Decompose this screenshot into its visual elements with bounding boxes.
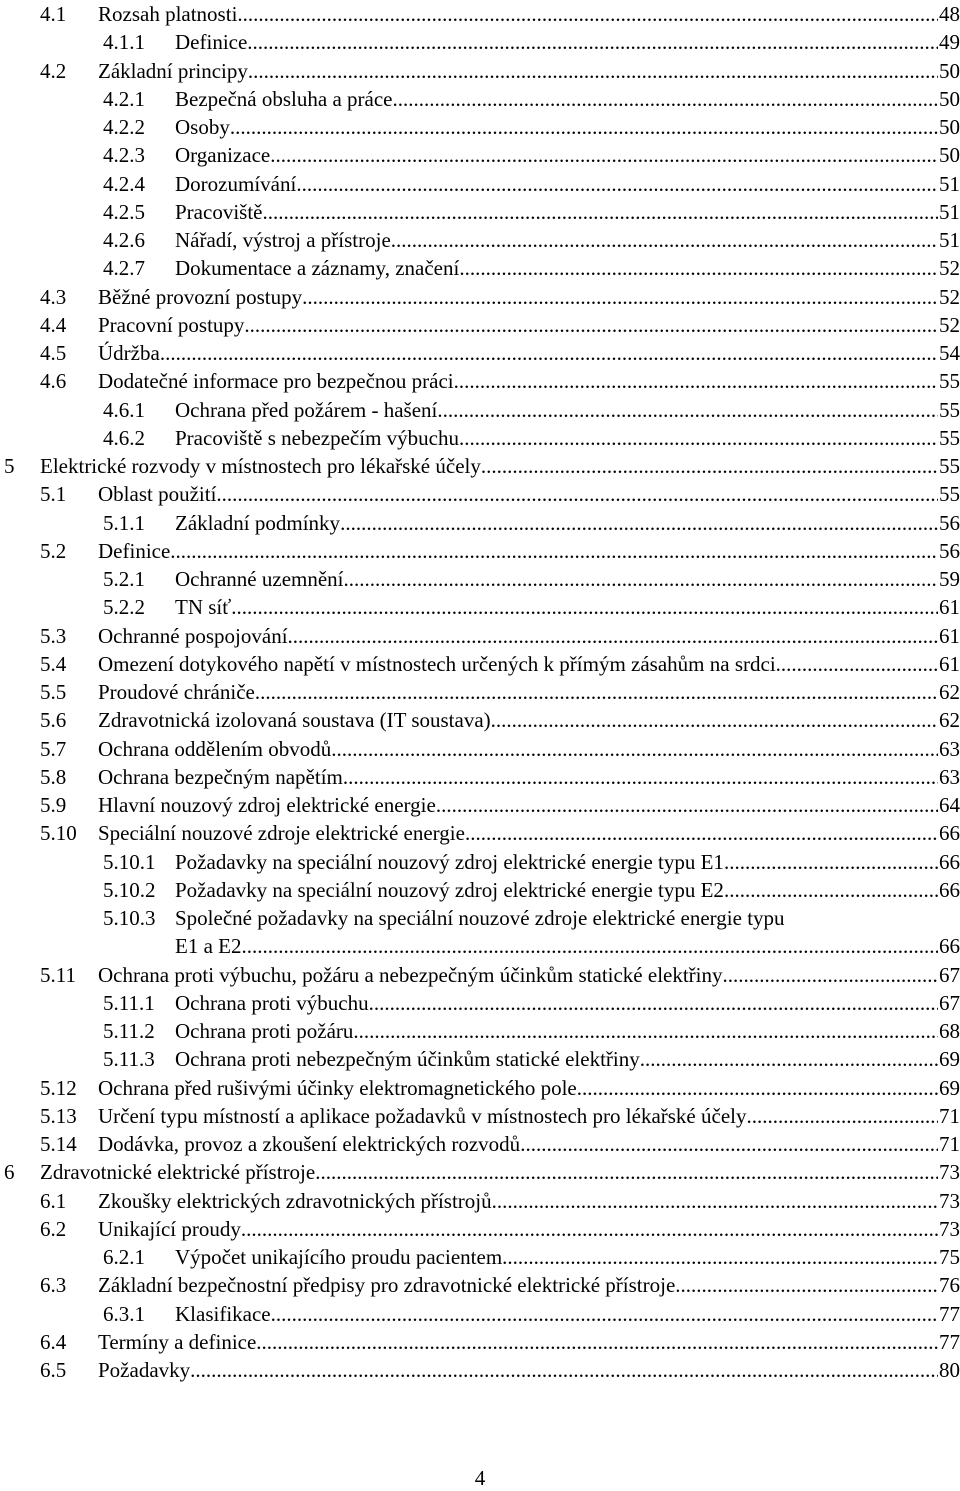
- toc-entry-page: 80: [939, 1358, 960, 1383]
- toc-entry-title: Nářadí, výstroj a přístroje: [175, 228, 391, 252]
- toc-entry-line: [98, 57, 960, 85]
- toc-entry[interactable]: [0, 961, 960, 989]
- toc-entry-line: [175, 1300, 960, 1328]
- page-number: 4: [474, 1466, 486, 1490]
- toc-entry-title: Ochranné uzemnění: [175, 567, 344, 591]
- toc-dot-leader: [392, 85, 938, 113]
- toc-entry-line: [98, 480, 960, 508]
- toc-entry-page: 55: [939, 454, 960, 478]
- toc-entry-title: Ochrana oddělením obvodů: [98, 736, 332, 761]
- toc-dot-leader: [270, 141, 938, 169]
- toc-entry-line: [98, 537, 960, 565]
- toc-entry-number: 4.2.2: [103, 115, 145, 139]
- toc-dot-leader: [255, 678, 938, 706]
- toc-entry-number: 5.7: [40, 736, 67, 761]
- toc-entry-title: Základní principy: [98, 58, 248, 83]
- toc-entry[interactable]: [0, 198, 960, 226]
- toc-entry[interactable]: [0, 565, 960, 593]
- toc-dot-leader: [724, 848, 938, 876]
- toc-entry-title: Ochranné pospojování: [98, 623, 288, 648]
- toc-entry[interactable]: [0, 339, 960, 367]
- toc-entry-page: 73: [939, 1216, 960, 1241]
- toc-entry-line: [98, 1130, 960, 1158]
- toc-entry[interactable]: [0, 622, 960, 650]
- toc-entry-line: [175, 848, 960, 876]
- toc-entry-page: 50: [939, 86, 960, 111]
- toc-entry-title: Základní bezpečnostní předpisy pro zdravotnické elektrické přístroje: [98, 1273, 676, 1298]
- toc-entry-line: [175, 170, 960, 198]
- toc-entry-page: 52: [939, 256, 960, 281]
- toc-entry-title: Definice: [175, 30, 248, 55]
- toc-dot-leader: [436, 791, 938, 819]
- toc-entry[interactable]: [0, 904, 960, 961]
- toc-entry[interactable]: [0, 141, 960, 169]
- toc-entry-page: 55: [939, 397, 960, 422]
- toc-entry-title: Ochrana před rušivými účinky elektromagnetického pole: [98, 1075, 577, 1100]
- toc-entry-line: [98, 650, 960, 678]
- toc-entry-page: 66: [939, 934, 960, 959]
- toc-entry[interactable]: [0, 989, 960, 1017]
- toc-entry-line: [98, 961, 960, 989]
- toc-dot-leader: [343, 763, 938, 791]
- toc-entry-number: 5.9: [40, 793, 67, 817]
- toc-dot-leader: [241, 932, 938, 960]
- toc-entry-title: Speciální nouzové zdroje elektrické energie: [98, 821, 465, 846]
- toc-entry[interactable]: [0, 1130, 960, 1158]
- toc-entry-title: Výpočet unikajícího proudu pacientem: [175, 1245, 503, 1270]
- toc-dot-leader: [271, 1300, 938, 1328]
- toc-entry-line: [98, 311, 960, 339]
- toc-entry-number: 5.2.2: [103, 595, 145, 620]
- toc-entry-page: 66: [939, 849, 960, 874]
- toc-entry-page: 69: [939, 1075, 960, 1100]
- toc-entry-number: 5.11.2: [103, 1019, 155, 1044]
- toc-dot-leader: [247, 28, 938, 56]
- toc-entry-title: Hlavní nouzový zdroj elektrické energie: [98, 793, 436, 817]
- toc-entry-page: 51: [939, 171, 960, 196]
- toc-entry-page: 62: [939, 680, 960, 704]
- toc-entry-number: 4.2.3: [103, 143, 145, 168]
- toc-entry[interactable]: [0, 876, 960, 904]
- toc-entry[interactable]: [0, 763, 960, 791]
- toc-entry-number: 5.12: [40, 1075, 77, 1100]
- toc-entry-number: 5.11.1: [103, 990, 155, 1015]
- toc-entry-line: [175, 565, 960, 593]
- toc-dot-leader: [241, 1215, 938, 1243]
- toc-dot-leader: [262, 198, 938, 226]
- toc-entry[interactable]: [0, 1356, 960, 1384]
- toc-entry-title: Zdravotnická izolovaná soustava (IT soustava): [98, 708, 491, 733]
- toc-dot-leader: [369, 989, 938, 1017]
- toc-entry-line: [98, 819, 960, 847]
- toc-entry-title: Běžné provozní postupy: [98, 284, 303, 309]
- toc-dot-leader: [465, 819, 938, 847]
- toc-dot-leader: [248, 57, 938, 85]
- toc-dot-leader: [230, 113, 938, 141]
- toc-entry-title: Požadavky na speciální nouzový zdroj elektrické energie typu E2: [175, 877, 724, 902]
- toc-entry-line: [98, 622, 960, 650]
- toc-entry-number: 5.10.1: [103, 849, 156, 874]
- toc-entry-title: Dorozumívání: [175, 171, 297, 196]
- toc-entry-number: 6.3.1: [103, 1301, 145, 1326]
- toc-entry-title: TN síť: [175, 595, 232, 620]
- toc-entry-line: [98, 791, 960, 819]
- toc-dot-leader: [340, 509, 938, 537]
- toc-dot-leader: [481, 452, 938, 480]
- toc-entry-number: 5.1.1: [103, 510, 145, 535]
- toc-entry-number: 5.2: [40, 538, 67, 563]
- toc-entry-page: 62: [939, 708, 960, 733]
- toc-dot-leader: [491, 706, 938, 734]
- toc-entry-line: [175, 593, 960, 621]
- toc-entry-line: [175, 226, 960, 254]
- toc-entry-number: 6: [4, 1160, 15, 1185]
- toc-entry-line: [98, 1356, 960, 1384]
- toc-entry-page: 59: [939, 567, 960, 591]
- toc-dot-leader: [244, 311, 938, 339]
- toc-dot-leader: [746, 1102, 938, 1130]
- toc-entry-page: 54: [939, 341, 960, 365]
- toc-entry-page: 77: [939, 1301, 960, 1326]
- toc-entry-page: 55: [939, 482, 960, 507]
- toc-entry[interactable]: [0, 1271, 960, 1299]
- toc-entry-number: 4.1: [40, 2, 67, 26]
- toc-entry-title: Ochrana proti požáru: [175, 1019, 354, 1044]
- toc-entry-page: 69: [939, 1047, 960, 1072]
- toc-entry-number: 5.5: [40, 680, 67, 704]
- toc-entry[interactable]: [0, 452, 960, 480]
- toc-entry-page: 71: [939, 1132, 960, 1157]
- toc-entry-line: [98, 283, 960, 311]
- toc-dot-leader: [216, 480, 938, 508]
- toc-entry-title: Údržba: [98, 341, 160, 365]
- toc-entry-line: [175, 1017, 960, 1045]
- toc-entry-number: 5.11.3: [103, 1047, 155, 1072]
- toc-entry[interactable]: [0, 848, 960, 876]
- toc-entry-page: 66: [939, 877, 960, 902]
- toc-entry[interactable]: [0, 1017, 960, 1045]
- toc-dot-leader: [296, 170, 938, 198]
- toc-entry-line: [98, 339, 960, 367]
- toc-dot-leader: [675, 1271, 938, 1299]
- toc-entry[interactable]: [0, 424, 960, 452]
- toc-entry[interactable]: [0, 706, 960, 734]
- toc-entry-page: 61: [939, 623, 960, 648]
- toc-entry-title: Ochrana proti výbuchu: [175, 990, 369, 1015]
- toc-entry-page: 67: [939, 990, 960, 1015]
- toc-entry[interactable]: [0, 1328, 960, 1356]
- toc-entry[interactable]: [0, 650, 960, 678]
- toc-entry-number: 4.5: [40, 341, 67, 365]
- toc-entry-line: [98, 0, 960, 28]
- toc-entry-number: 5.10.2: [103, 877, 156, 902]
- toc-entry-page: 51: [939, 228, 960, 252]
- toc-entry-number: 5.8: [40, 764, 67, 789]
- toc-entry-number: 5.14: [40, 1132, 77, 1157]
- toc-entry-page: 68: [939, 1019, 960, 1044]
- toc-entry-title-continuation: E1 a E2: [175, 934, 242, 959]
- toc-entry[interactable]: [0, 311, 960, 339]
- toc-entry-title: Pracoviště: [175, 199, 263, 224]
- toc-entry-line: [175, 932, 960, 960]
- toc-entry-page: 48: [939, 2, 960, 26]
- toc-entry-number: 4.2.5: [103, 199, 145, 224]
- toc-dot-leader: [723, 961, 938, 989]
- toc-entry-page: 55: [939, 425, 960, 450]
- toc-entry[interactable]: [0, 1243, 960, 1271]
- toc-entry-line: [175, 876, 960, 904]
- toc-entry-title: Dodatečné informace pro bezpečnou práci: [98, 369, 454, 394]
- toc-entry-page: 63: [939, 764, 960, 789]
- toc-entry-line: [175, 989, 960, 1017]
- toc-entry-page: 71: [939, 1103, 960, 1128]
- toc-entry-title: Ochrana proti nebezpečným účinkům statické elektřiny: [175, 1047, 640, 1072]
- toc-entry-line: [175, 1243, 960, 1271]
- toc-entry-title: Společné požadavky na speciální nouzové zdroje elektrické energie typu: [175, 906, 785, 930]
- toc-dot-leader: [315, 1158, 938, 1186]
- toc-entry-page: 75: [939, 1245, 960, 1270]
- toc-entry[interactable]: [0, 1045, 960, 1073]
- toc-entry-page: 51: [939, 199, 960, 224]
- toc-entry-line: [98, 735, 960, 763]
- toc-entry[interactable]: [0, 1215, 960, 1243]
- toc-entry-page: 63: [939, 736, 960, 761]
- toc-entry-title: Proudové chrániče: [98, 680, 255, 704]
- toc-dot-leader: [288, 622, 938, 650]
- toc-entry-line: [175, 113, 960, 141]
- toc-entry[interactable]: [0, 85, 960, 113]
- toc-dot-leader: [391, 226, 938, 254]
- toc-entry-title: Dokumentace a záznamy, značení: [175, 256, 460, 281]
- toc-dot-leader: [640, 1045, 938, 1073]
- toc-entry-number: 4.1.1: [103, 30, 145, 55]
- toc-entry[interactable]: [0, 367, 960, 395]
- toc-entry-number: 5.2.1: [103, 567, 145, 591]
- toc-entry-title: Oblast použití: [98, 482, 217, 507]
- toc-entry-line: [98, 1102, 960, 1130]
- toc-entry-title: Dodávka, provoz a zkoušení elektrických rozvodů: [98, 1132, 521, 1157]
- toc-dot-leader: [577, 1074, 938, 1102]
- toc-entry-page: 73: [939, 1160, 960, 1185]
- toc-entry-number: 4.2.7: [103, 256, 145, 281]
- toc-entry[interactable]: [0, 1187, 960, 1215]
- toc-entry-number: 6.5: [40, 1358, 67, 1383]
- toc-entry-line: [98, 1187, 960, 1215]
- toc-entry-page: 66: [939, 821, 960, 846]
- toc-dot-leader: [331, 735, 938, 763]
- toc-entry-number: 4.4: [40, 312, 67, 337]
- toc-entry-page: 56: [939, 538, 960, 563]
- toc-entry-title: Termíny a definice: [98, 1329, 257, 1354]
- toc-entry-page: 76: [939, 1273, 960, 1298]
- toc-dot-leader: [776, 650, 938, 678]
- toc-dot-leader: [344, 565, 938, 593]
- toc-entry-page: 55: [939, 369, 960, 394]
- toc-entry-page: 52: [939, 284, 960, 309]
- toc-entry[interactable]: [0, 593, 960, 621]
- toc-entry-page: 61: [939, 595, 960, 620]
- toc-entry-line: [40, 452, 960, 480]
- toc-entry-title: Rozsah platnosti: [98, 2, 238, 26]
- toc-entry-line: [98, 763, 960, 791]
- toc-entry-title: Určení typu místností a aplikace požadavků v místnostech pro lékařské účely: [98, 1103, 747, 1128]
- toc-dot-leader: [302, 283, 938, 311]
- toc-entry[interactable]: [0, 819, 960, 847]
- toc-entry-title: Požadavky: [98, 1358, 191, 1383]
- toc-entry-page: 56: [939, 510, 960, 535]
- toc-entry-title: Klasifikace: [175, 1301, 271, 1326]
- toc-entry-page: 50: [939, 143, 960, 168]
- toc-entry-line: [40, 1158, 960, 1186]
- toc-entry-number: 4.6: [40, 369, 67, 394]
- toc-entry-page: 50: [939, 115, 960, 139]
- toc-dot-leader: [492, 1187, 938, 1215]
- toc-dot-leader: [231, 593, 938, 621]
- toc-entry-number: 4.3: [40, 284, 67, 309]
- toc-entry[interactable]: [0, 226, 960, 254]
- toc-entry[interactable]: [0, 1300, 960, 1328]
- toc-entry[interactable]: [0, 1074, 960, 1102]
- toc-dot-leader: [256, 1328, 938, 1356]
- toc-entry-title: Základní podmínky: [175, 510, 341, 535]
- toc-entry[interactable]: [0, 254, 960, 282]
- toc-entry-line: [175, 424, 960, 452]
- toc-entry-line: [98, 1215, 960, 1243]
- toc-entry-number: 4.6.1: [103, 397, 145, 422]
- toc-entry-number: 5.6: [40, 708, 67, 733]
- toc-entry-page: 64: [939, 793, 960, 817]
- toc-entry[interactable]: [0, 1158, 960, 1186]
- toc-entry-line: [98, 367, 960, 395]
- toc-entry-line: [98, 1074, 960, 1102]
- toc-entry[interactable]: [0, 480, 960, 508]
- toc-entry-title: Ochrana proti výbuchu, požáru a nebezpečným účinkům statické elektřiny: [98, 962, 723, 987]
- toc-entry-page: 50: [939, 58, 960, 83]
- toc-entry[interactable]: [0, 509, 960, 537]
- toc-entry-title: Elektrické rozvody v místnostech pro lékařské účely: [40, 454, 481, 478]
- toc-entry[interactable]: [0, 791, 960, 819]
- toc-entry-number: 5.13: [40, 1103, 77, 1128]
- toc-entry[interactable]: [0, 57, 960, 85]
- toc-entry-number: 6.3: [40, 1273, 67, 1298]
- toc-entry-number: 5: [4, 454, 15, 478]
- toc-entry-number: 5.11: [40, 962, 76, 987]
- toc-entry-number: 6.4: [40, 1329, 67, 1354]
- toc-entry-title: Zkoušky elektrických zdravotnických přístrojů: [98, 1188, 492, 1213]
- toc-entry-number: 5.10: [40, 821, 77, 846]
- toc-entry-number: 5.4: [40, 651, 67, 676]
- toc-entry-number: 4.6.2: [103, 425, 145, 450]
- toc-dot-leader: [454, 367, 938, 395]
- toc-entry-line: [175, 141, 960, 169]
- toc-entry-number: 5.10.3: [103, 906, 156, 930]
- toc-entry-line: [175, 85, 960, 113]
- toc-entry-title: Osoby: [175, 115, 230, 139]
- toc-dot-leader: [459, 424, 938, 452]
- toc-dot-leader: [353, 1017, 938, 1045]
- toc-entry-title: Omezení dotykového napětí v místnostech určených k přímým zásahům na srdci: [98, 651, 776, 676]
- toc-dot-leader: [520, 1130, 938, 1158]
- toc-entry-title: Zdravotnické elektrické přístroje: [40, 1160, 316, 1185]
- toc-entry-number: 6.2: [40, 1216, 67, 1241]
- toc-entry-line: [175, 396, 960, 424]
- toc-entry-number: 5.1: [40, 482, 67, 507]
- toc-entry-title: Pracoviště s nebezpečím výbuchu: [175, 425, 459, 450]
- toc-entry[interactable]: [0, 678, 960, 706]
- toc-dot-leader: [724, 876, 938, 904]
- toc-entry-number: 4.2.6: [103, 228, 145, 252]
- toc-entry-line: [175, 1045, 960, 1073]
- toc-entry-title: Ochrana bezpečným napětím: [98, 764, 343, 789]
- toc-entry-page: 77: [939, 1329, 960, 1354]
- toc-entry[interactable]: [0, 28, 960, 56]
- toc-entry-page: 61: [939, 651, 960, 676]
- toc-entry-title: Požadavky na speciální nouzový zdroj elektrické energie typu E1: [175, 849, 724, 874]
- toc-entry-title: Bezpečná obsluha a práce: [175, 86, 393, 111]
- toc-entry[interactable]: [0, 113, 960, 141]
- toc-entry-page: 67: [939, 962, 960, 987]
- toc-entry-page: 52: [939, 312, 960, 337]
- toc-entry-line: [175, 254, 960, 282]
- toc-entry-number: 6.2.1: [103, 1245, 145, 1270]
- toc-entry-number: 4.2.1: [103, 86, 145, 111]
- toc-dot-leader: [437, 396, 938, 424]
- toc-entry[interactable]: [0, 537, 960, 565]
- toc-entry-page: 49: [939, 30, 960, 55]
- toc-entry-title: Organizace: [175, 143, 271, 168]
- toc-entry-line: [98, 706, 960, 734]
- toc-dot-leader: [459, 254, 938, 282]
- toc-entry-line: [175, 509, 960, 537]
- toc-entry-title: Unikající proudy: [98, 1216, 241, 1241]
- toc-entry[interactable]: [0, 396, 960, 424]
- toc-entry-title: Ochrana před požárem - hašení: [175, 397, 438, 422]
- toc-entry-line: [98, 1328, 960, 1356]
- toc-entry-title: Pracovní postupy: [98, 312, 245, 337]
- toc-entry-number: 4.2.4: [103, 171, 145, 196]
- toc-dot-leader: [170, 537, 938, 565]
- toc-entry-number: 5.3: [40, 623, 67, 648]
- toc-dot-leader: [502, 1243, 938, 1271]
- toc-entry[interactable]: [0, 283, 960, 311]
- toc-entry-line: [98, 678, 960, 706]
- toc-dot-leader: [160, 339, 938, 367]
- toc-entry-number: 6.1: [40, 1188, 67, 1213]
- toc-entry-number: 4.2: [40, 58, 67, 83]
- toc-entry-line: [175, 28, 960, 56]
- toc-entry[interactable]: [0, 170, 960, 198]
- toc-entry[interactable]: [0, 0, 960, 28]
- toc-dot-leader: [237, 0, 938, 28]
- toc-entry[interactable]: [0, 1102, 960, 1130]
- toc-dot-leader: [190, 1356, 938, 1384]
- toc-entry[interactable]: [0, 735, 960, 763]
- toc-entry-title: Definice: [98, 538, 171, 563]
- toc-entry-page: 73: [939, 1188, 960, 1213]
- toc-entry-line: [98, 1271, 960, 1299]
- toc-entry-line: [175, 198, 960, 226]
